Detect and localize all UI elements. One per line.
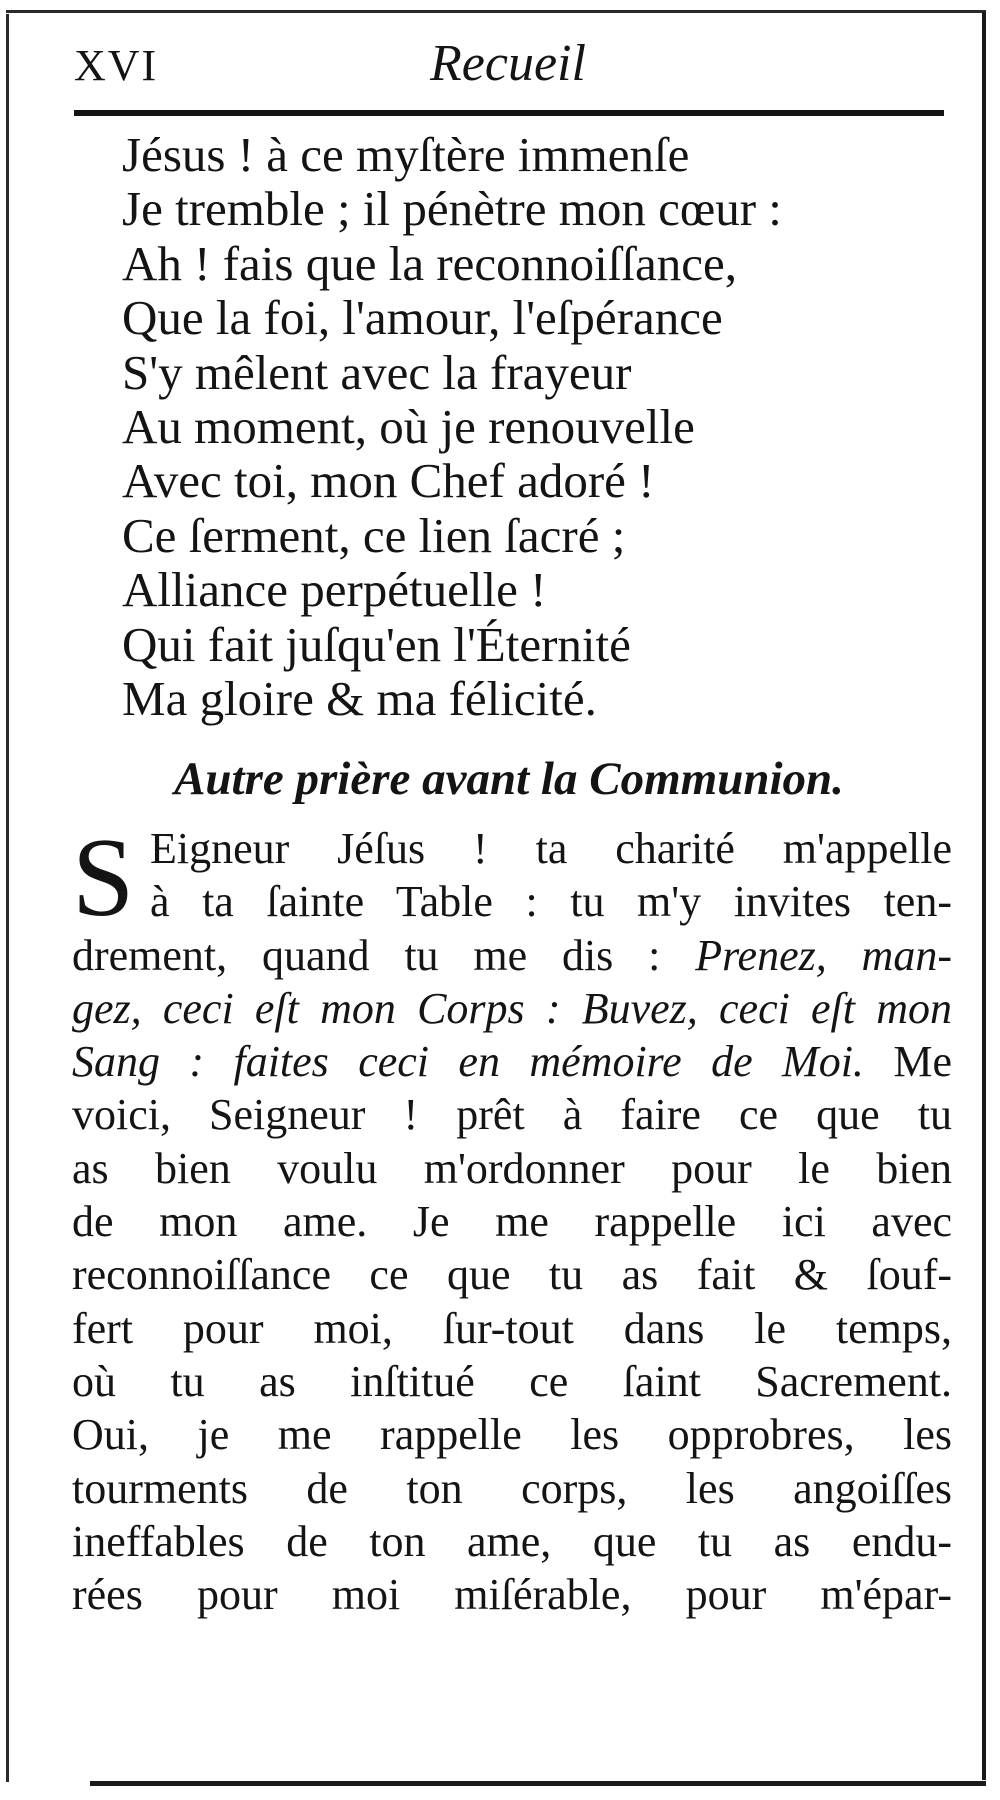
prose-italic: gez, ceci eſt mon Corps : Buvez, ceci eſt mon [72, 983, 952, 1033]
prose-text: tourments de ton corps, les angoiſſes [72, 1463, 952, 1513]
verse-line: Ce ſerment, ce lien ſacré ; [122, 507, 626, 563]
prose-line [72, 1355, 952, 1408]
section-heading: Autre prière avant la Communion. [174, 753, 844, 805]
prose-text: drement, quand tu me dis : [72, 930, 696, 980]
verse-line: Que la foi, l'amour, l'eſpérance [122, 290, 723, 346]
prose-text: voici, Seigneur ! prêt à faire ce que tu [72, 1090, 952, 1140]
verse-line: Au moment, où je renouvelle [122, 399, 695, 455]
prose-line [72, 1568, 952, 1621]
prose-line [72, 1035, 952, 1088]
verse-line: Avec toi, mon Chef adoré ! [122, 453, 655, 509]
page-border-bottom [90, 1781, 986, 1786]
prose-line [150, 875, 952, 928]
prose-text: où tu as inſtitué ce ſaint Sacrement. [72, 1356, 952, 1406]
prose-text: Eigneur Jéſus ! ta charité m'appelle [150, 824, 952, 873]
prayer-text [72, 816, 952, 1621]
running-head: Recueil [430, 35, 586, 92]
prose-text: Oui, je me rappelle les opprobres, les [72, 1410, 952, 1460]
prose-line [72, 1515, 952, 1568]
verse-block [122, 128, 922, 726]
page-number: XVI [74, 41, 159, 90]
prose-line [72, 1088, 952, 1141]
prose-italic: Sang : faites ceci en mémoire de Moi. [72, 1037, 864, 1087]
prose-line [72, 1142, 952, 1195]
page-header [74, 26, 942, 92]
prose-text: de mon ame. Je me rappelle ici avec [72, 1197, 952, 1247]
prose-line [72, 1302, 952, 1355]
verse-line: Ma gloire & ma félicité. [122, 671, 597, 727]
prose-text: fert pour moi, ſur-tout dans le temps, [72, 1303, 952, 1353]
verse-line: Alliance perpétuelle ! [122, 562, 547, 618]
prose-line [72, 1408, 952, 1461]
prose-text: reconnoiſſance ce que tu as fait & ſouf- [72, 1250, 952, 1300]
verse-line: Jésus ! à ce myſtère immenſe [122, 127, 690, 182]
verse-line: Ah ! fais que la reconnoiſſance, [122, 235, 737, 291]
drop-cap: S [72, 816, 135, 940]
prose-text: ineffables de ton ame, que tu as endu- [72, 1516, 952, 1566]
prose-line [72, 1462, 952, 1515]
page-border-right [982, 12, 986, 1780]
verse-line: Qui fait juſqu'en l'Éternité [122, 616, 631, 672]
prose-line [72, 929, 952, 982]
prose-line [150, 822, 952, 875]
prose-text: Me [863, 1037, 952, 1087]
prose-line [72, 982, 952, 1035]
prose-text: rées pour moi miſérable, pour m'épar- [72, 1570, 952, 1620]
page-border-left [6, 14, 9, 1782]
prose-italic: Prenez, man- [695, 930, 952, 980]
verse-line: Je tremble ; il pénètre mon cœur : [122, 181, 782, 237]
header-rule [74, 110, 944, 116]
page-border-top [6, 10, 986, 13]
prose-line [72, 1195, 952, 1248]
verse-line: S'y mêlent avec la frayeur [122, 344, 632, 400]
prose-text: à ta ſainte Table : tu m'y invites ten- [150, 877, 952, 927]
prose-line [72, 1248, 952, 1301]
prose-text: as bien voulu m'ordonner pour le bien [72, 1143, 952, 1193]
